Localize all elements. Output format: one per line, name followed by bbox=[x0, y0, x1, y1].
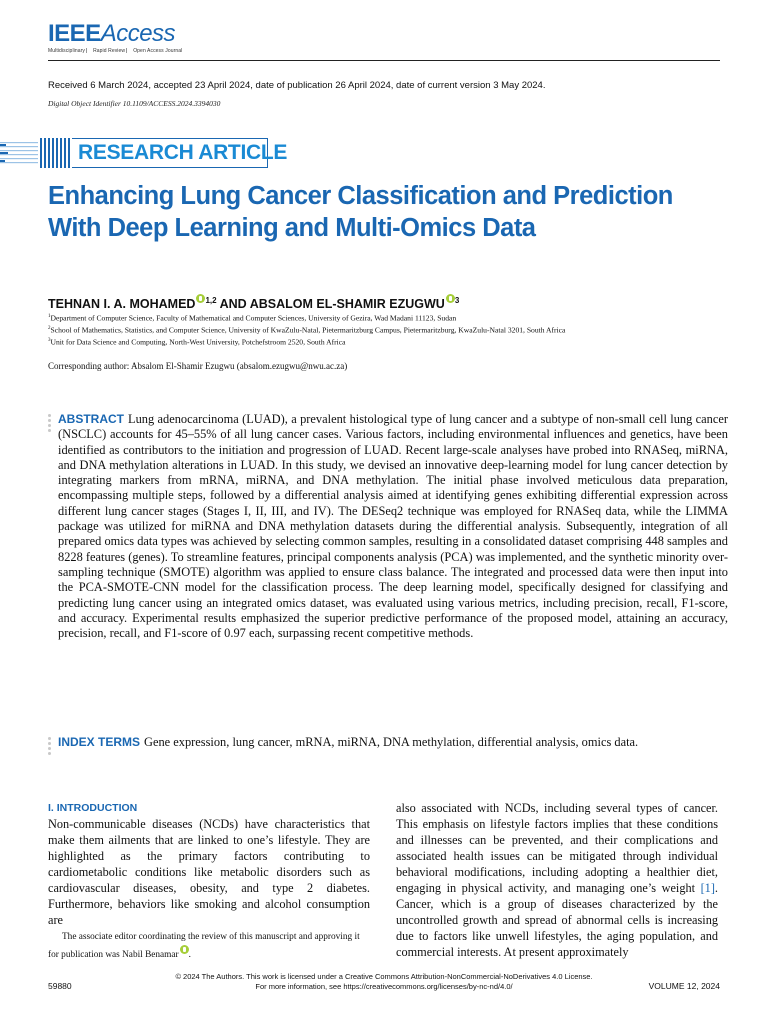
introduction-right-column bbox=[396, 800, 718, 960]
editor-footnote: The associate editor coordinating the review of this manuscript and approving it for publication was Nabil Benamar . bbox=[48, 932, 360, 960]
logo-tagline: Multidisciplinary ⎸ Rapid Review ⎸ Open Access Journal bbox=[48, 48, 183, 54]
introduction-heading: I. INTRODUCTION bbox=[48, 802, 138, 814]
page-number: 59880 bbox=[48, 981, 72, 991]
author-line bbox=[48, 294, 459, 311]
header-divider bbox=[48, 60, 720, 61]
author-2-name[interactable]: ABSALOM EL-SHAMIR EZUGWU bbox=[249, 297, 445, 311]
volume-label: VOLUME 12, 2024 bbox=[648, 981, 720, 991]
article-type-banner bbox=[0, 136, 288, 170]
banner-stripes-graphic bbox=[0, 136, 72, 170]
affiliation-2: $^2$School of Mathematics, Statistics, and Computer Science, University of KwaZulu-Natal, Pietermaritzburg Campus, Pietermaritzburg, KwaZulu-Natal 3201, South Africa bbox=[48, 325, 566, 335]
author-2-affil-sup: 3 bbox=[454, 296, 460, 305]
page-footer bbox=[48, 972, 720, 1002]
journal-logo bbox=[48, 22, 182, 54]
logo-access: Access bbox=[100, 20, 176, 47]
author-and: AND bbox=[219, 297, 247, 311]
index-terms-marker-icon bbox=[48, 737, 54, 757]
doi-line[interactable]: Digital Object Identifier 10.1109/ACCESS.2024.3394030 bbox=[48, 99, 221, 108]
introduction-right-text: also associated with NCDs, including several types of cancer. This emphasis on lifestyle factors implies that these conditions and illnesses can be prevented, and their complications and associated health issues can be mitigated through individual behavioral modifications, including adopting a healthier diet, engaging in physical activity, and managing one’s weight [1]. Cancer, which is a group of diseases characterized by the uncontrolled growth and spread of abnormal cells is increasing due to factors like unwell lifestyles, the aging population, and commercial interests. At present approximately bbox=[396, 801, 718, 959]
index-terms bbox=[58, 735, 728, 750]
index-terms-text: Gene expression, lung cancer, mRNA, miRNA, DNA methylation, differential analysis, omics data. bbox=[144, 735, 639, 749]
abstract bbox=[58, 412, 728, 641]
affiliations bbox=[48, 312, 608, 348]
abstract-text: Lung adenocarcinoma (LUAD), a prevalent histological type of lung cancer and a subtype of non-small cell lung cancer (NSCLC) accounts for 45–55% of all lung cancer cases. Various factors, including environmental influences and genetics, have been identified as contributors to the initiation and progression of LUAD. Recent large-scale analyses have probed into RNASeq, miRNA, and DNA methylation alterations in LUAD. In this study, we devised an innovative deep-learning model for lung cancer detection by integrating markers from mRNA, miRNA, and DNA methylation. The initial phase involved meticulous data preparation, encompassing multiple steps, followed by a differential analysis aimed at identifying genes exhibiting differential expression across different lung cancer stages (Stages I, II, III, and IV). The DESeq2 technique was employed for RNASeq data, while the LIMMA package was utilized for miRNA and DNA methylation datasets during the differential analysis. Subsequently, integration of all prepared omics data types was achieved by selecting common samples, resulting in a consolidated dataset comprising 448 samples and 8228 features (genes). To streamline features, principal components analysis (PCA) was implemented, and the synthetic minority over-sampling technique (SMOTE) algorithm was applied to ensure class balance. The integrated and processed data were then input into the PCA-SMOTE-CNN model for the classification process. The deep learning model, specifically designed for classifying and predicting lung cancer using an integrated omics dataset, was evaluated using various metrics, including precision, recall, F1-score, and accuracy. Experimental results emphasized the superior predictive performance of the proposed model, attaining an accuracy, precision, recall, and F1-score of 0.97 each, surpassing recent competitive methods. bbox=[58, 412, 728, 641]
abstract-label: ABSTRACT bbox=[58, 412, 124, 426]
license-line-1: © 2024 The Authors. This work is licensed under a Creative Commons Attribution-NonCommercial-NoDerivatives 4.0 License. bbox=[175, 972, 593, 981]
introduction-left-text: Non-communicable diseases (NCDs) have characteristics that make them ailments that are linked to one’s lifestyle. They are highlighted as the primary factors contributing to cardiometabolic conditions like metabolic disorders such as cardiovascular diseases, obesity, and type 2 diabetes. Furthermore, behaviors like smoking and alcohol consumption are bbox=[48, 817, 370, 927]
reference-link[interactable]: [1] bbox=[700, 881, 715, 895]
abstract-marker-icon bbox=[48, 414, 54, 434]
affiliation-3: $^3$Unit for Data Science and Computing, North-West University, Potchefstroom 2520, South Africa bbox=[48, 337, 346, 347]
author-1-name[interactable]: TEHNAN I. A. MOHAMED bbox=[48, 297, 196, 311]
orcid-icon[interactable] bbox=[180, 945, 189, 954]
article-title: Enhancing Lung Cancer Classification and Prediction With Deep Learning and Multi-Omics Data bbox=[48, 182, 673, 242]
article-type-label: RESEARCH ARTICLE bbox=[78, 141, 288, 164]
publication-dates: Received 6 March 2024, accepted 23 April 2024, date of publication 26 April 2024, date of current version 3 May 2024. bbox=[48, 80, 546, 91]
footnote-text: The associate editor coordinating the review of this manuscript and approving it for publication was Nabil Benamar bbox=[48, 932, 360, 960]
logo-ieee: IEEE bbox=[48, 20, 101, 47]
author-1-affil-sup: 1,2 bbox=[205, 296, 217, 305]
license-link[interactable]: For more information, see https://creativecommons.org/licenses/by-nc-nd/4.0/ bbox=[255, 982, 513, 991]
corresponding-author: Corresponding author: Absalom El-Shamir Ezugwu (absalom.ezugwu@nwu.ac.za) bbox=[48, 361, 348, 371]
license-notice bbox=[48, 972, 720, 992]
affiliation-1: $^1$Department of Computer Science, Faculty of Mathematical and Computer Sciences, University of Gezira, Wad Madani 11123, Sudan bbox=[48, 313, 457, 323]
introduction-left-column bbox=[48, 800, 370, 928]
orcid-icon[interactable] bbox=[446, 294, 455, 303]
index-terms-label: INDEX TERMS bbox=[58, 735, 141, 749]
